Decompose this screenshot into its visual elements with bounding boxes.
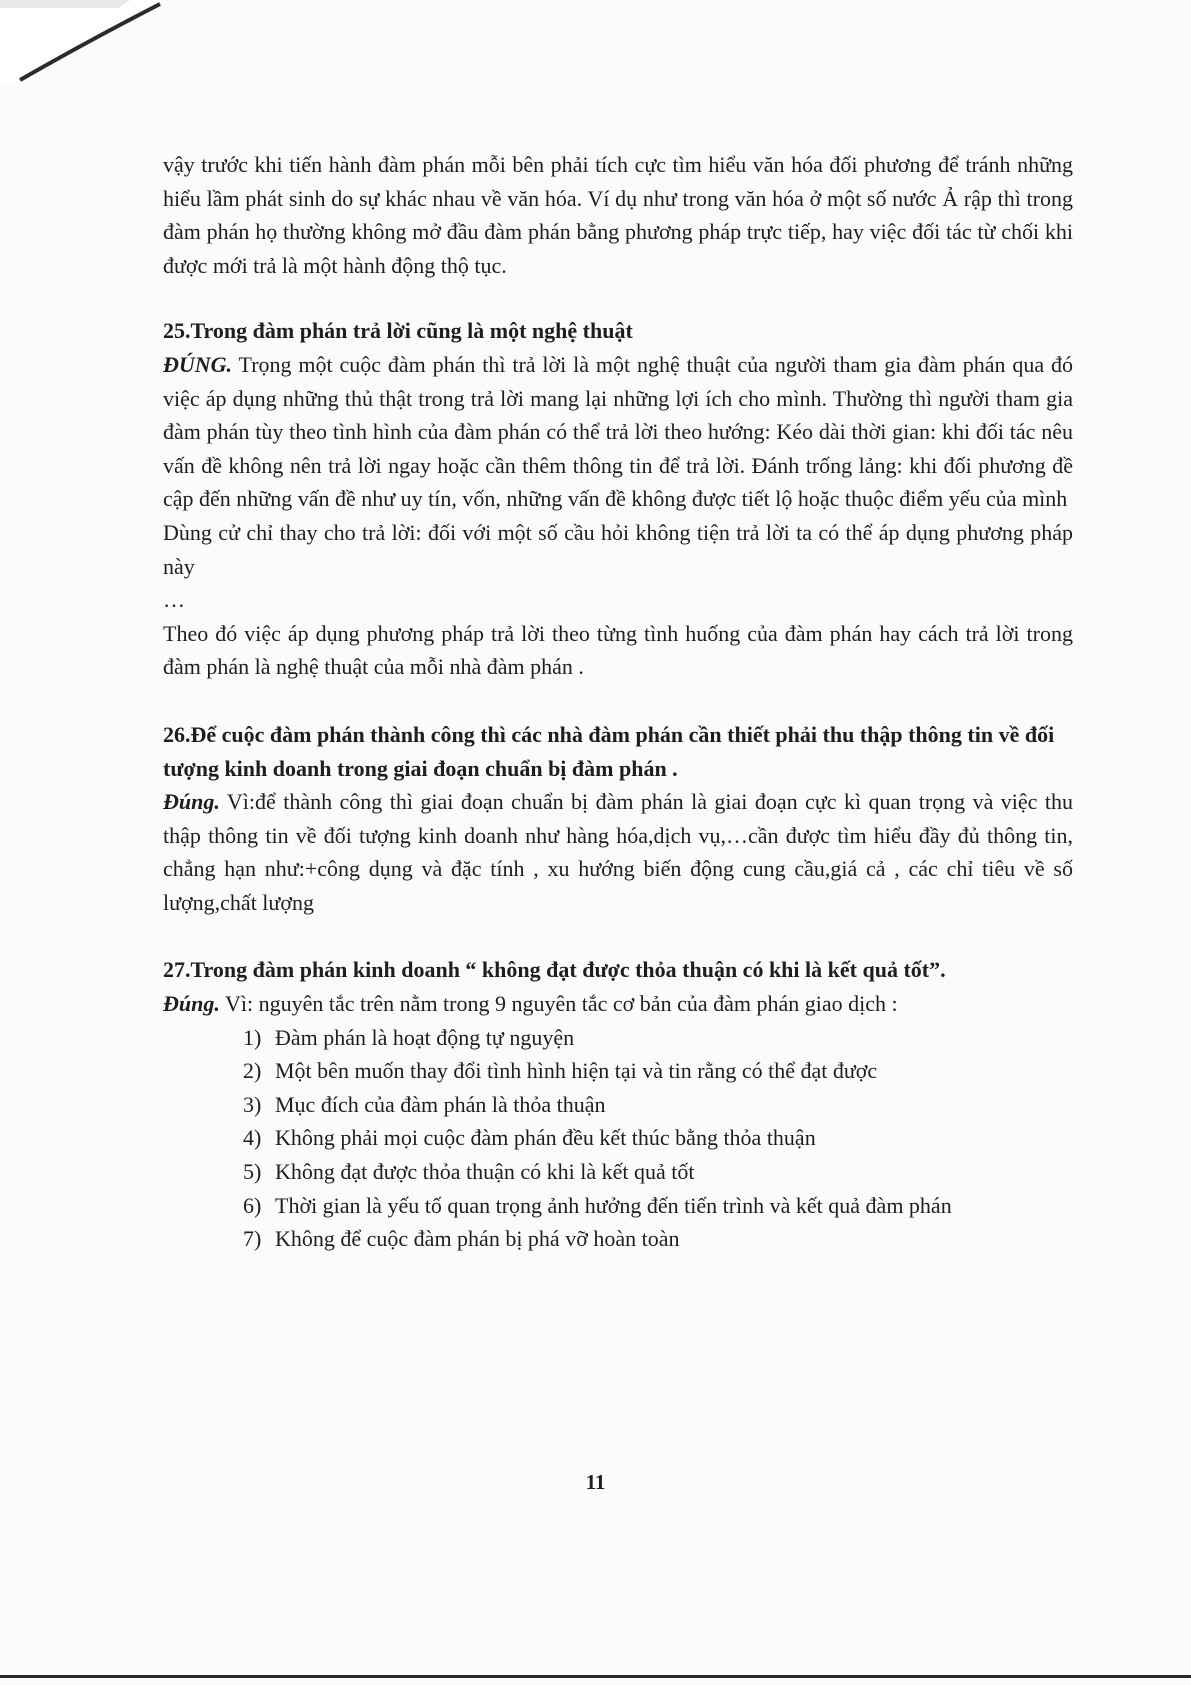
principles-list [163, 1021, 1073, 1256]
answer-text: Vì: nguyên tắc trên nằm trong 9 nguyên tắc cơ bản của đàm phán giao dịch : [219, 991, 898, 1017]
list-item: 2) Một bên muốn thay đổi tình hình hiện tại và tin rằng có thể đạt được [243, 1058, 878, 1084]
document-page [163, 148, 1073, 1256]
answer-text: Vì:để thành công thì giai đoạn chuẩn bị đàm phán là giai đoạn cực kì quan trọng và việc thu thập thông tin về đối tượng kinh doanh như hàng hóa,dịch vụ,…cần được tìm hiểu đầy đủ thông tin, chẳng hạn như:+công dụng và đặc tính , xu hướng biến động cung cầu,giá cả , các chỉ tiêu về số lượng,chất lượng [163, 789, 1073, 915]
list-item: 6) Thời gian là yếu tố quan trọng ảnh hưởng đến tiến trình và kết quả đàm phán [243, 1192, 952, 1218]
ellipsis: … [163, 587, 185, 613]
question-27-heading: 27.Trong đàm phán kinh doanh “ không đạt được thỏa thuận có khi là kết quả tốt”. [163, 957, 946, 983]
answer-lead: Đúng. [163, 789, 220, 815]
question-27-answer [163, 987, 1073, 1021]
answer-lead: ĐÚNG. [163, 351, 233, 377]
list-item: 3) Mục đích của đàm phán là thỏa thuận [243, 1091, 606, 1117]
question-26-answer [163, 785, 1073, 919]
list-item: 7) Không để cuộc đàm phán bị phá vỡ hoàn toàn [243, 1226, 680, 1252]
list-item: 4) Không phải mọi cuộc đàm phán đều kết thúc bằng thỏa thuận [243, 1125, 816, 1151]
list-item: 1) Đàm phán là hoạt động tự nguyện [243, 1024, 575, 1050]
page-number: 11 [585, 1470, 606, 1494]
question-25-gesture-line: Dùng cử chỉ thay cho trả lời: đối với một số cầu hỏi không tiện trả lời ta có thể áp dụng phương pháp này [163, 519, 1073, 579]
answer-text: Trọng một cuộc đàm phán thì trả lời là một nghệ thuật của người tham gia đàm phán qua đó việc áp dụng những thủ thật trong trả lời mang lại những lợi ích cho mình. Thường thì người tham gia đàm phán tùy theo tình hình của đàm phán có thể trả lời theo hướng: Kéo dài thời gian: khi đối tác nêu vấn đề không nên trả lời ngay hoặc cần thêm thông tin để trả lời. Đánh trống lảng: khi đối phương đề cập đến những vấn đề như uy tín, vốn, những vấn đề không được tiết lộ hoặc thuộc điểm yếu của mình [163, 351, 1073, 512]
intro-paragraph: vậy trước khi tiến hành đàm phán mỗi bên phải tích cực tìm hiểu văn hóa đối phương để tránh những hiểu lầm phát sinh do sự khác nhau về văn hóa. Ví dụ như trong văn hóa ở một số nước Ả rập thì trong đàm phán họ thường không mở đầu đàm phán bằng phương pháp trực tiếp, hay việc đối tác từ chối khi được mới trả là một hành động thộ tục. [163, 152, 1073, 278]
folded-corner-shadow [0, 0, 170, 90]
question-25-answer [163, 348, 1073, 516]
question-25-heading: 25.Trong đàm phán trả lời cũng là một nghệ thuật [163, 318, 633, 344]
answer-lead: Đúng. [163, 991, 220, 1017]
bottom-edge-line [0, 1675, 1191, 1678]
list-item: 5) Không đạt được thỏa thuận có khi là kết quả tốt [243, 1159, 695, 1185]
question-25-conclusion: Theo đó việc áp dụng phương pháp trả lời theo từng tình huống của đàm phán hay cách trả lời trong đàm phán là nghệ thuật của mỗi nhà đàm phán . [163, 620, 1073, 680]
question-26-heading: 26.Để cuộc đàm phán thành công thì các nhà đàm phán cần thiết phải thu thập thông tin về đối tượng kinh doanh trong giai đoạn chuẩn bị đàm phán . [163, 721, 1055, 781]
